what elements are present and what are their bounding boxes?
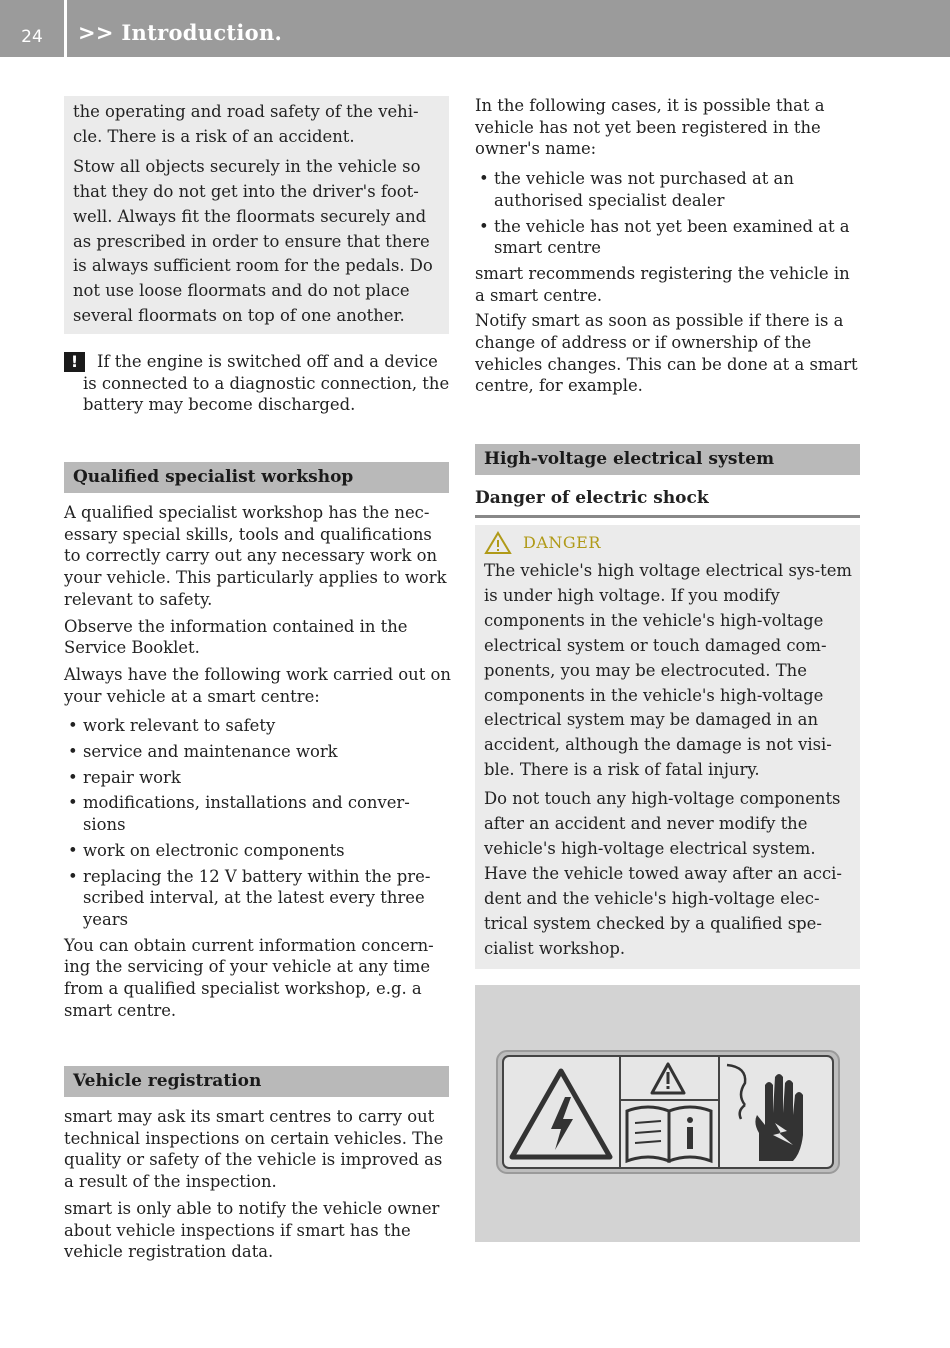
list-item: • work relevant to safety bbox=[64, 715, 451, 737]
registration-para-1: smart may ask its smart centres to carry out technical inspections on certain vehicles. The quality or safety of the vehicle is improved as a result of the inspection. bbox=[64, 1107, 444, 1192]
registration-body bbox=[64, 1106, 451, 1263]
workshop-para-1: A qualified specialist workshop has the nec-essary special skills, tools and qualifications to correctly carry out any necessary work on your vehicle. This particularly applies to work relevant to safety. bbox=[64, 503, 447, 609]
high-voltage-label-image bbox=[475, 985, 860, 1242]
right-para-2: smart recommends registering the vehicle in a smart centre. bbox=[475, 263, 850, 305]
list-item: • the vehicle has not yet been examined at a smart centre bbox=[475, 216, 862, 259]
list-item: • replacing the 12 V battery within the pre-scribed interval, at the latest every three years bbox=[64, 866, 451, 931]
danger-label: DANGER bbox=[523, 533, 601, 552]
workshop-para-3: Always have the following work carried out on your vehicle at a smart centre: bbox=[64, 664, 451, 706]
header-divider bbox=[64, 0, 67, 57]
list-item: • modifications, installations and conver-sions bbox=[64, 792, 451, 835]
warning-text-2: Stow all objects securely in the vehicle so that they do not get into the driver's foot-well. Always fit the floormats securely and as prescribed in order to ensure that there is always sufficient room for the pedals. Do not use loose floormats and do not place several floormats on top of one another. bbox=[73, 156, 433, 326]
right-list bbox=[475, 168, 862, 259]
registration-continued bbox=[475, 95, 862, 397]
list-item: • work on electronic components bbox=[64, 840, 451, 862]
danger-text-2: Do not touch any high-voltage components after an accident and never modify the vehicle's high-voltage electrical system. Have the vehicle towed away after an acci-dent and the vehicle's high-voltage elec-trical system checked by a qualified spe-cialist workshop. bbox=[484, 789, 842, 958]
list-item: • service and maintenance work bbox=[64, 741, 451, 763]
page-header bbox=[0, 0, 950, 57]
right-para-1: In the following cases, it is possible that a vehicle has not yet been registered in the owner's name: bbox=[475, 96, 825, 159]
list-item: • repair work bbox=[64, 767, 451, 789]
section-heading-high-voltage: High-voltage electrical system bbox=[475, 444, 860, 475]
list-item: • the vehicle was not purchased at an authorised specialist dealer bbox=[475, 168, 862, 211]
chapter-title: >> Introduction. bbox=[78, 20, 283, 45]
high-voltage-warning-label bbox=[475, 985, 860, 1242]
danger-box bbox=[475, 525, 860, 969]
section-heading-workshop: Qualified specialist workshop bbox=[64, 462, 449, 493]
subheading-electric-shock: Danger of electric shock bbox=[475, 488, 709, 508]
danger-text-1: The vehicle's high voltage electrical sys-tem is under high voltage. If you modify components in the vehicle's high-voltage electrical system or touch damaged com-ponents, you may be electrocuted. The components in the vehicle's high-voltage electrical system may be damaged in an accident, although the damage is not visi-ble. There is a risk of fatal injury. bbox=[484, 561, 852, 780]
notice-text: If the engine is switched off and a device is connected to a diagnostic connection, the battery may become discharged. bbox=[83, 352, 450, 415]
subheading-rule bbox=[475, 515, 860, 518]
workshop-para-2: Observe the information contained in the Service Booklet. bbox=[64, 616, 408, 658]
warning-box bbox=[64, 96, 449, 334]
page-number: 24 bbox=[21, 27, 43, 47]
right-para-3: Notify smart as soon as possible if there is a change of address or if ownership of the vehicles changes. This can be done at a smart centre, for example. bbox=[475, 311, 858, 396]
registration-para-2: smart is only able to notify the vehicle owner about vehicle inspections if smart has the vehicle registration data. bbox=[64, 1198, 440, 1262]
workshop-para-4: You can obtain current information concern-ing the servicing of your vehicle at any time from a qualified specialist workshop, e.g. a smart centre. bbox=[64, 935, 434, 1020]
workshop-body bbox=[64, 502, 451, 1021]
workshop-list bbox=[64, 715, 451, 930]
exclamation-icon: ! bbox=[64, 352, 85, 372]
section-heading-registration: Vehicle registration bbox=[64, 1066, 449, 1097]
warning-text-1: the operating and road safety of the vehi-cle. There is a risk of an accident. bbox=[73, 102, 419, 146]
warning-triangle-icon bbox=[484, 531, 512, 555]
